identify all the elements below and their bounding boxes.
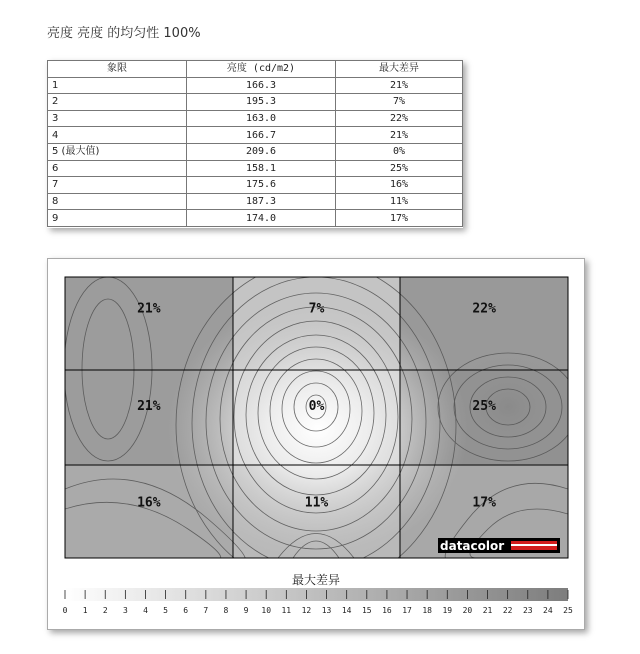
uniformity-heatmap bbox=[48, 259, 584, 629]
colorbar-tick-label: 9 bbox=[243, 606, 249, 615]
cell-quadrant: 5 (最大值) bbox=[48, 143, 187, 160]
colorbar-tick-label: 8 bbox=[223, 606, 229, 615]
cell-label: 7% bbox=[308, 301, 325, 317]
cell-difference: 21% bbox=[336, 77, 463, 94]
colorbar-tick-label: 16 bbox=[382, 606, 392, 615]
cell-label: 25% bbox=[472, 399, 496, 415]
page-title: 亮度 亮度 的均匀性 100% bbox=[47, 26, 201, 41]
table-row bbox=[48, 94, 463, 111]
colorbar-tick-label: 18 bbox=[422, 606, 432, 615]
uniformity-chart-card bbox=[47, 258, 585, 630]
table-row bbox=[48, 77, 463, 94]
cell-label: 17% bbox=[472, 495, 496, 511]
colorbar-tick-label: 10 bbox=[261, 606, 272, 615]
cell-difference: 7% bbox=[336, 94, 463, 111]
colorbar-tick-label: 13 bbox=[321, 606, 332, 615]
cell-difference: 25% bbox=[336, 160, 463, 177]
table-row bbox=[48, 210, 463, 227]
colorbar-tick-label: 4 bbox=[143, 606, 148, 615]
table-row bbox=[48, 160, 463, 177]
cell-quadrant: 1 bbox=[48, 77, 187, 94]
cell-difference: 22% bbox=[336, 110, 463, 127]
colorbar-tick-label: 6 bbox=[183, 606, 189, 615]
colorbar-tick-label: 19 bbox=[442, 606, 453, 615]
colorbar-tick-label: 14 bbox=[341, 606, 352, 615]
center-bright-region bbox=[168, 299, 468, 559]
cell-quadrant: 4 bbox=[48, 127, 187, 144]
cell-luminance: 187.3 bbox=[187, 193, 336, 210]
cell-luminance: 166.7 bbox=[187, 127, 336, 144]
table-row bbox=[48, 177, 463, 194]
colorbar-tick-label: 20 bbox=[462, 606, 473, 615]
datacolor-logo-text: datacolor bbox=[440, 539, 505, 553]
table-row bbox=[48, 110, 463, 127]
cell-label: 21% bbox=[137, 301, 161, 317]
datacolor-logo bbox=[438, 538, 560, 553]
colorbar-tick-label: 24 bbox=[543, 606, 553, 615]
table-row bbox=[48, 127, 463, 144]
cell-difference: 21% bbox=[336, 127, 463, 144]
colorbar-title: 最大差异 bbox=[291, 573, 341, 587]
uniformity-table-card bbox=[47, 60, 463, 228]
cell-quadrant: 9 bbox=[48, 210, 187, 227]
header-luminance: 亮度 (cd/m2) bbox=[187, 61, 336, 78]
colorbar-tick-label: 7 bbox=[203, 606, 209, 615]
cell-difference: 16% bbox=[336, 177, 463, 194]
colorbar-tick-label: 2 bbox=[102, 606, 108, 615]
colorbar-tick-label: 22 bbox=[502, 606, 513, 615]
cell-quadrant: 2 bbox=[48, 94, 187, 111]
cell-label: 21% bbox=[137, 399, 161, 415]
colorbar-tick-label: 25 bbox=[563, 606, 573, 615]
cell-quadrant: 3 bbox=[48, 110, 187, 127]
cell-difference: 11% bbox=[336, 193, 463, 210]
colorbar-tick-label: 11 bbox=[281, 606, 292, 615]
cell-luminance: 209.6 bbox=[187, 143, 336, 160]
colorbar-tick-label: 21 bbox=[482, 606, 493, 615]
colorbar-tick-label: 0 bbox=[62, 606, 68, 615]
colorbar-tick-label: 1 bbox=[82, 606, 88, 615]
cell-label: 11% bbox=[304, 495, 329, 511]
cell-luminance: 158.1 bbox=[187, 160, 336, 177]
cell-quadrant: 7 bbox=[48, 177, 187, 194]
colorbar-tick-label: 12 bbox=[301, 606, 312, 615]
cell-luminance: 166.3 bbox=[187, 77, 336, 94]
table-row bbox=[48, 143, 463, 160]
cell-quadrant: 8 bbox=[48, 193, 187, 210]
cell-difference: 0% bbox=[336, 143, 463, 160]
header-max-difference: 最大差异 bbox=[336, 61, 463, 78]
colorbar-tick-label: 23 bbox=[522, 606, 533, 615]
cell-label: 0% bbox=[308, 399, 325, 415]
colorbar bbox=[65, 588, 568, 601]
table-row bbox=[48, 193, 463, 210]
cell-quadrant: 6 bbox=[48, 160, 187, 177]
cell-label: 16% bbox=[137, 495, 161, 511]
colorbar-tick-label: 15 bbox=[361, 606, 372, 615]
colorbar-tick-label: 5 bbox=[163, 606, 169, 615]
colorbar-tick-label: 3 bbox=[122, 606, 128, 615]
cell-difference: 17% bbox=[336, 210, 463, 227]
table-header-row bbox=[48, 61, 463, 78]
header-quadrant: 象限 bbox=[48, 61, 187, 78]
uniformity-table bbox=[47, 60, 463, 227]
colorbar-tick-label: 17 bbox=[402, 606, 412, 615]
cell-label: 22% bbox=[472, 301, 496, 317]
cell-luminance: 174.0 bbox=[187, 210, 336, 227]
cell-luminance: 195.3 bbox=[187, 94, 336, 111]
cell-luminance: 163.0 bbox=[187, 110, 336, 127]
cell-luminance: 175.6 bbox=[187, 177, 336, 194]
